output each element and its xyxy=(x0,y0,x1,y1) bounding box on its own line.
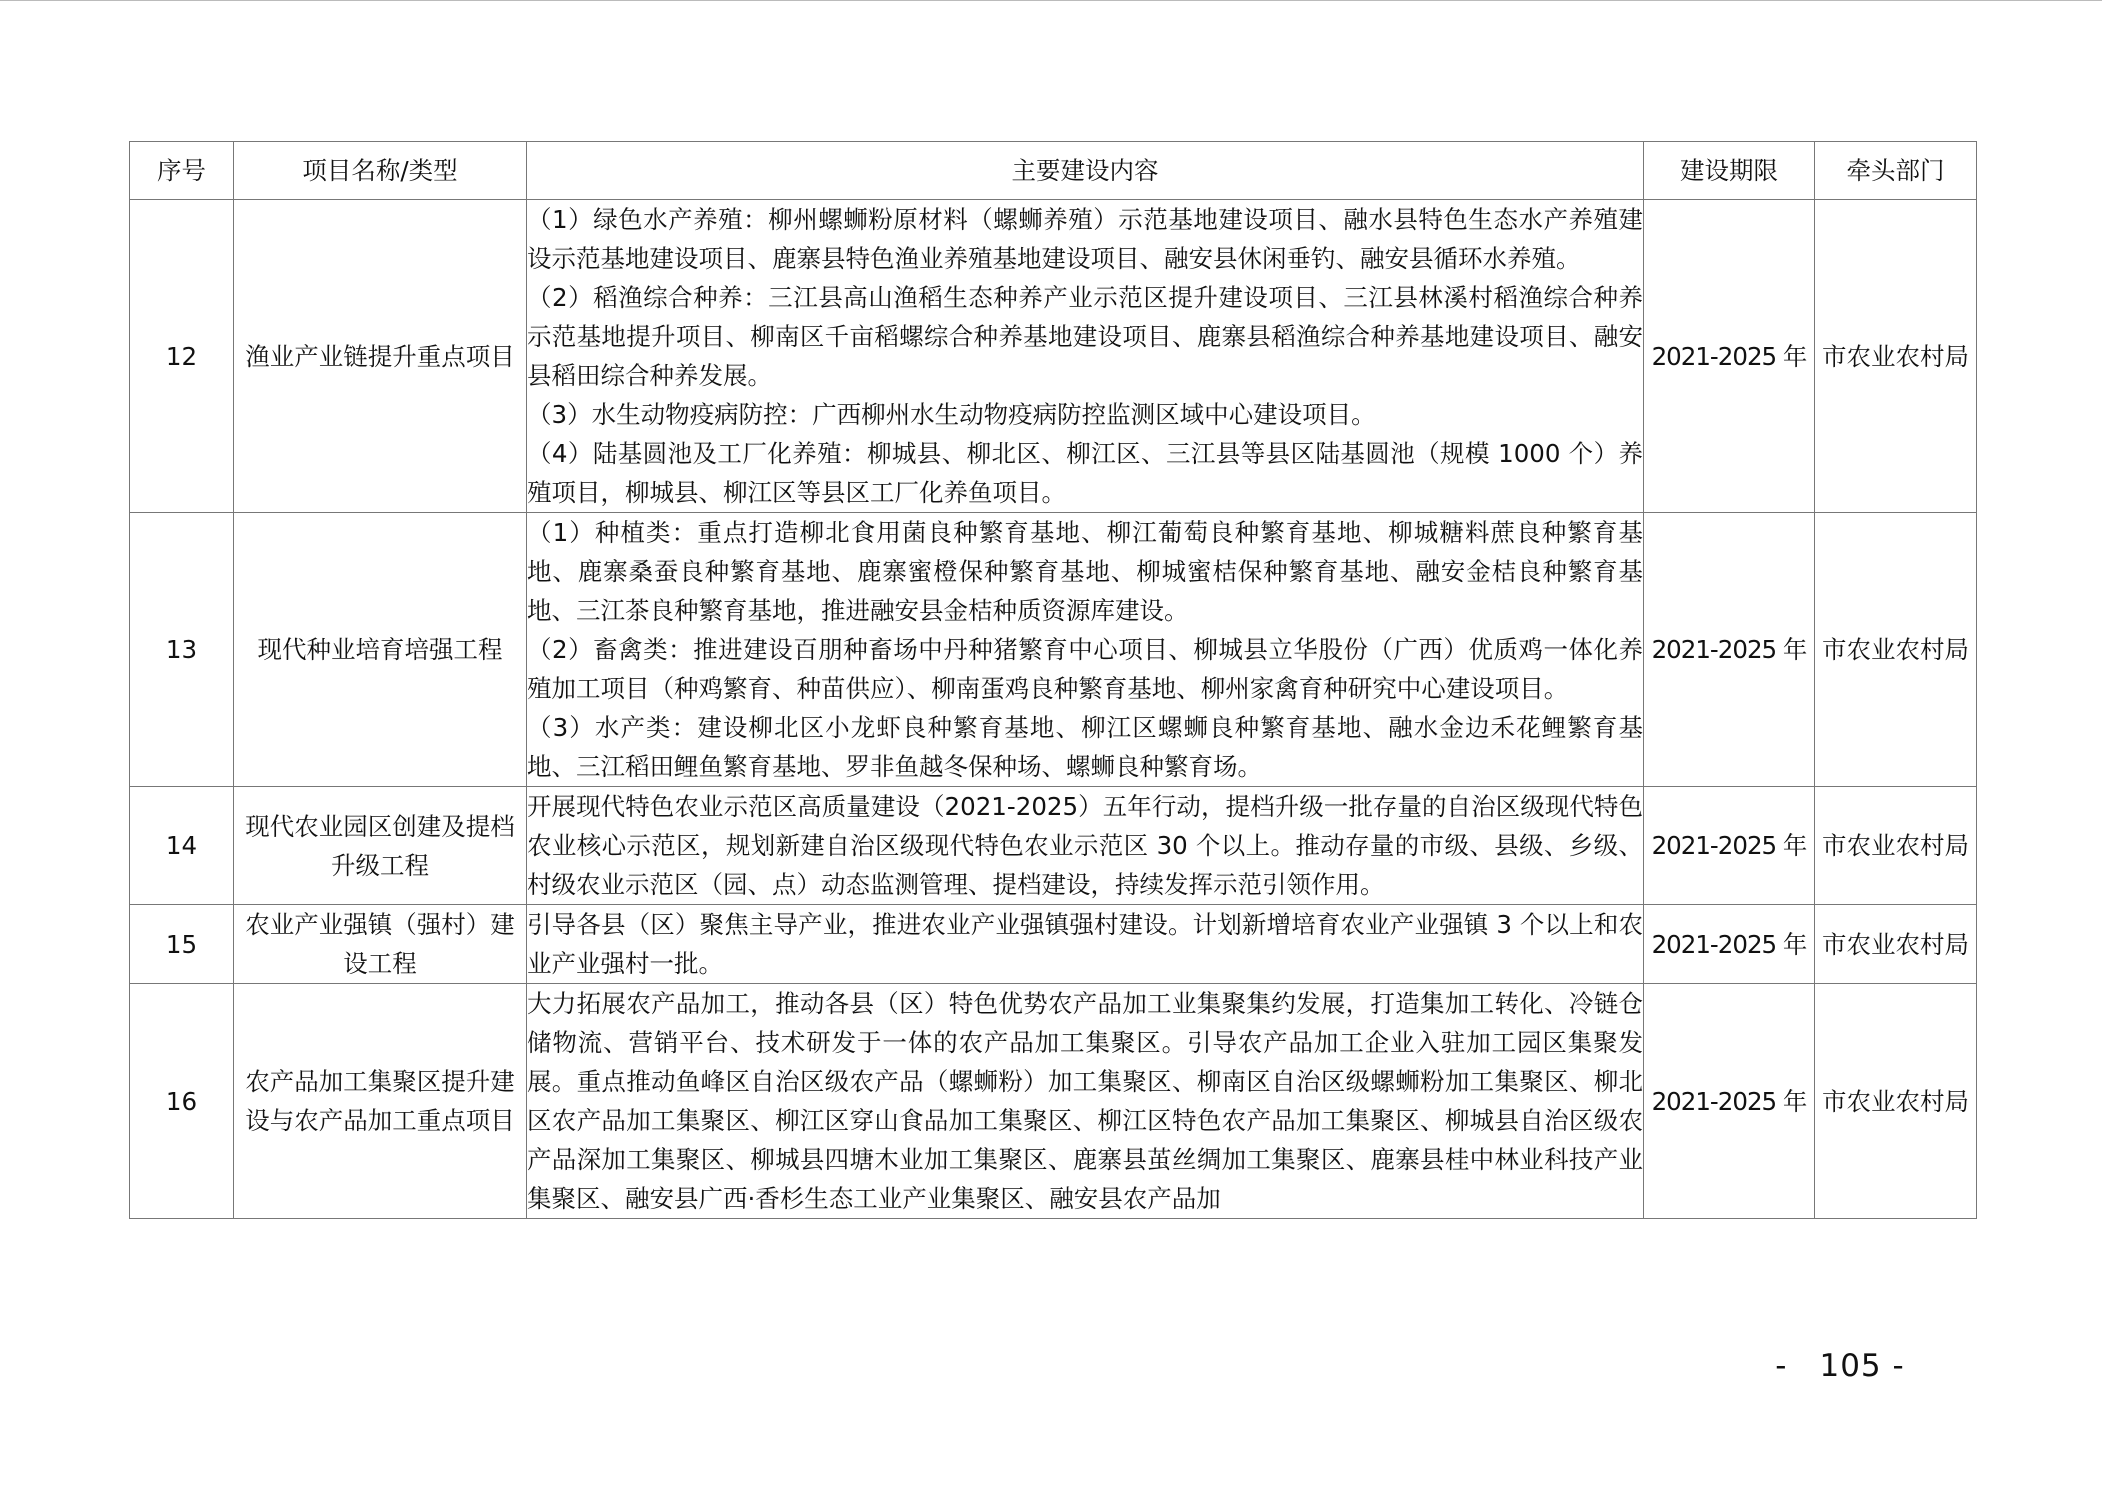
row-period: 2021-2025 年 xyxy=(1644,905,1815,984)
content-paragraph: （1）绿色水产养殖：柳州螺蛳粉原材料（螺蛳养殖）示范基地建设项目、融水县特色生态水产养殖建设示范基地建设项目、鹿寨县特色渔业养殖基地建设项目、融安县休闲垂钓、融安县循环水养殖。 xyxy=(527,205,1643,273)
row-seq: 12 xyxy=(130,200,234,513)
table-row xyxy=(130,984,1977,1219)
row-dept: 市农业农村局 xyxy=(1815,513,1977,787)
row-project-name: 渔业产业链提升重点项目 xyxy=(234,200,527,513)
header-content: 主要建设内容 xyxy=(527,142,1644,200)
content-paragraph: （2）稻渔综合种养：三江县高山渔稻生态种养产业示范区提升建设项目、三江县林溪村稻渔综合种养示范基地提升项目、柳南区千亩稻螺综合种养基地建设项目、鹿寨县稻渔综合种养基地建设项目、融安县稻田综合种养发展。 xyxy=(527,283,1643,390)
table-row xyxy=(130,513,1977,787)
content-paragraph: （3）水产类：建设柳北区小龙虾良种繁育基地、柳江区螺蛳良种繁育基地、融水金边禾花鲤繁育基地、三江稻田鲤鱼繁育基地、罗非鱼越冬保种场、螺蛳良种繁育场。 xyxy=(527,713,1643,781)
row-period: 2021-2025 年 xyxy=(1644,984,1815,1219)
table-row xyxy=(130,905,1977,984)
header-name: 项目名称/类型 xyxy=(234,142,527,200)
table-row xyxy=(130,787,1977,905)
row-dept: 市农业农村局 xyxy=(1815,200,1977,513)
content-paragraph: （1）种植类：重点打造柳北食用菌良种繁育基地、柳江葡萄良种繁育基地、柳城糖料蔗良种繁育基地、鹿寨桑蚕良种繁育基地、鹿寨蜜橙保种繁育基地、柳城蜜桔保种繁育基地、融安金桔良种繁育基地、三江茶良种繁育基地，推进融安县金桔种质资源库建设。 xyxy=(527,518,1643,625)
row-content xyxy=(527,513,1644,787)
content-paragraph: （2）畜禽类：推进建设百朋种畜场中丹种猪繁育中心项目、柳城县立华股份（广西）优质鸡一体化养殖加工项目（种鸡繁育、种苗供应）、柳南蛋鸡良种繁育基地、柳州家禽育种研究中心建设项目。 xyxy=(527,635,1643,703)
project-table xyxy=(129,141,1977,1219)
row-dept: 市农业农村局 xyxy=(1815,984,1977,1219)
content-paragraph: 大力拓展农产品加工，推动各县（区）特色优势农产品加工业集聚集约发展，打造集加工转化、冷链仓储物流、营销平台、技术研发于一体的农产品加工集聚区。引导农产品加工企业入驻加工园区集聚发展。重点推动鱼峰区自治区级农产品（螺蛳粉）加工集聚区、柳南区自治区级螺蛳粉加工集聚区、柳北区农产品加工集聚区、柳江区穿山食品加工集聚区、柳江区特色农产品加工集聚区、柳城县自治区级农产品深加工集聚区、柳城县四塘木业加工集聚区、鹿寨县茧丝绸加工集聚区、鹿寨县桂中林业科技产业集聚区、融安县广西·香杉生态工业产业集聚区、融安县农产品加 xyxy=(527,989,1643,1213)
content-paragraph: 开展现代特色农业示范区高质量建设（2021-2025）五年行动，提档升级一批存量的自治区级现代特色农业核心示范区，规划新建自治区级现代特色农业示范区 30 个以上。推动存量的市级、县级、乡级、村级农业示范区（园、点）动态监测管理、提档建设，持续发挥示范引领作用。 xyxy=(527,792,1643,899)
table-header-row xyxy=(130,142,1977,200)
row-content xyxy=(527,200,1644,513)
row-seq: 14 xyxy=(130,787,234,905)
header-dept: 牵头部门 xyxy=(1815,142,1977,200)
row-seq: 13 xyxy=(130,513,234,787)
page-number: - 105 - xyxy=(1775,1348,1905,1384)
row-project-name: 现代种业培育培强工程 xyxy=(234,513,527,787)
row-period: 2021-2025 年 xyxy=(1644,200,1815,513)
header-seq: 序号 xyxy=(130,142,234,200)
header-period: 建设期限 xyxy=(1644,142,1815,200)
row-content xyxy=(527,984,1644,1219)
content-paragraph: （4）陆基圆池及工厂化养殖：柳城县、柳北区、柳江区、三江县等县区陆基圆池（规模 1000 个）养殖项目，柳城县、柳江区等县区工厂化养鱼项目。 xyxy=(527,439,1643,507)
content-paragraph: 引导各县（区）聚焦主导产业，推进农业产业强镇强村建设。计划新增培育农业产业强镇 3 个以上和农业产业强村一批。 xyxy=(527,910,1643,978)
row-period: 2021-2025 年 xyxy=(1644,513,1815,787)
row-content xyxy=(527,787,1644,905)
row-project-name: 农业产业强镇（强村）建设工程 xyxy=(234,905,527,984)
page-top-border xyxy=(0,0,2102,1)
row-seq: 16 xyxy=(130,984,234,1219)
row-dept: 市农业农村局 xyxy=(1815,905,1977,984)
table-row xyxy=(130,200,1977,513)
row-seq: 15 xyxy=(130,905,234,984)
content-paragraph: （3）水生动物疫病防控：广西柳州水生动物疫病防控监测区域中心建设项目。 xyxy=(527,400,1376,429)
row-period: 2021-2025 年 xyxy=(1644,787,1815,905)
row-dept: 市农业农村局 xyxy=(1815,787,1977,905)
row-content xyxy=(527,905,1644,984)
row-project-name: 农产品加工集聚区提升建设与农产品加工重点项目 xyxy=(234,984,527,1219)
row-project-name: 现代农业园区创建及提档升级工程 xyxy=(234,787,527,905)
